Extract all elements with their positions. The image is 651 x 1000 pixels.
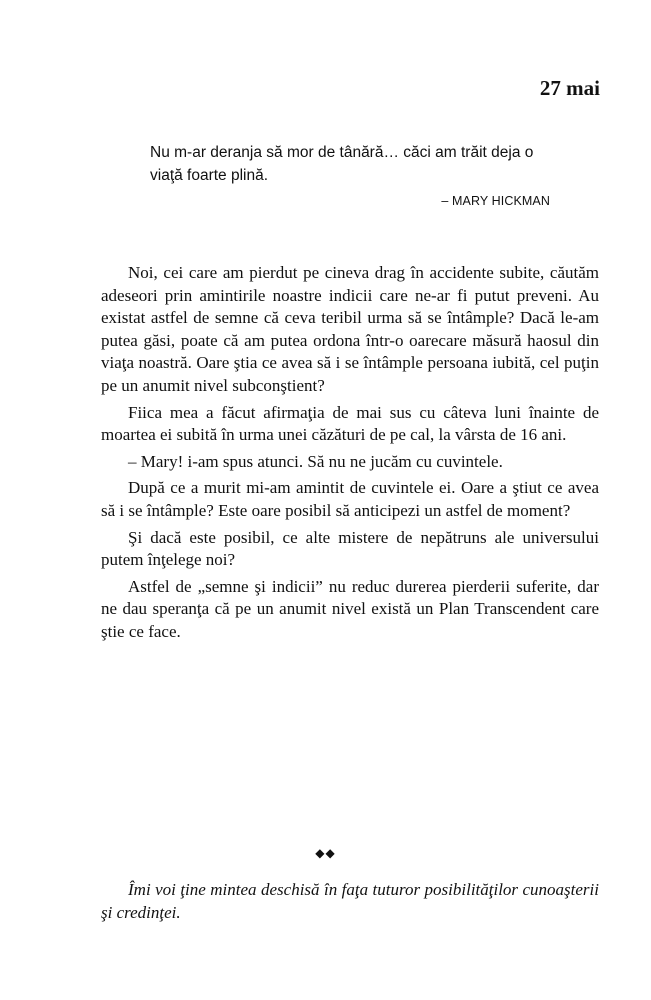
paragraph: Şi dacă este posibil, ce alte mistere de nepătruns ale universului putem înţelege noi?: [101, 527, 599, 570]
paragraph: Noi, cei care am pierdut pe cineva drag în accidente subite, căutăm adeseori prin amintirile noastre indicii care ne-ar fi putut preveni. Au existat astfel de semne că ceva teribil urma să se întâmple? Dacă le-am putea găsi, poate că am putea ordona într-o oarecare măsură haosul din viaţa noastră. Oare ştia ce avea să i se întâmple persoana iubită, cel puţin pe un anumit nivel subconştient?: [101, 263, 599, 395]
body-text: [101, 262, 599, 644]
paragraph: Astfel de „semne şi indicii” nu reduc durerea pierderii suferite, dar ne dau speranţa că pe un anumit nivel există un Plan Transcendent care ştie ce face.: [101, 576, 599, 641]
epigraph-quote: Nu m-ar deranja să mor de tânără… căci am trăit deja o viaţă foarte plină.: [150, 144, 534, 184]
page-date: 27 mai: [539, 76, 600, 100]
section-divider-icon: ◆◆: [315, 846, 336, 860]
paragraph: Fiica mea a făcut afirmaţia de mai sus cu câteva luni înainte de moartea ei subită în urma unei căzături de pe cal, la vârsta de 16 ani.: [101, 402, 599, 445]
paragraph: După ce a murit mi-am amintit de cuvintele ei. Oare a ştiut ce avea să i se întâmple? Este oare posibil să anticipezi un astfel de moment?: [101, 478, 599, 520]
epigraph: [150, 141, 550, 208]
paragraph: – Mary! i-am spus atunci. Să nu ne jucăm cu cuvintele.: [128, 451, 503, 471]
closing-affirmation: Îmi voi ţine mintea deschisă în faţa tuturor posibilităţilor cunoaşterii şi credinţei.: [101, 880, 599, 922]
epigraph-author: – MARY HICKMAN: [441, 194, 550, 208]
